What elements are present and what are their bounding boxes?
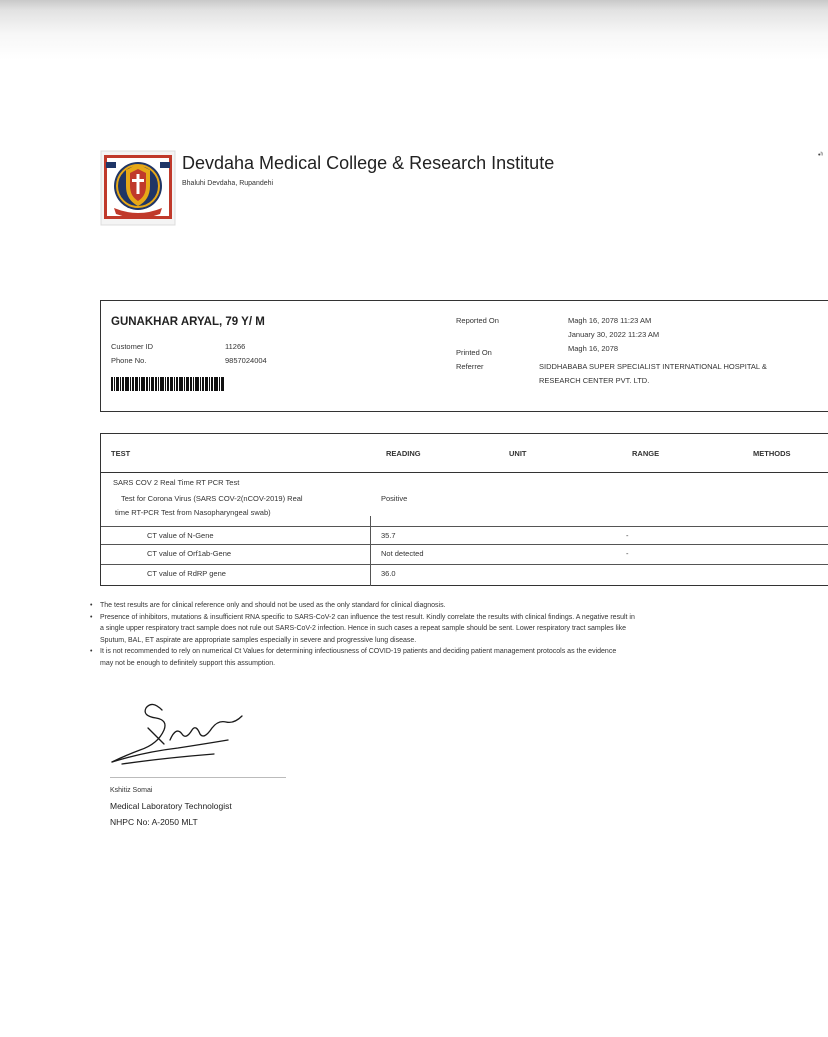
signature-line [110, 777, 286, 778]
clinical-notes [90, 600, 828, 669]
reported-on-bs: Magh 16, 2078 11:23 AM [568, 316, 652, 325]
note-line: The test results are for clinical reference only and should not be used as the only standard for clinical diagnosis. [100, 602, 446, 609]
note-item [90, 612, 828, 647]
row-divider [101, 526, 828, 527]
signatory-title: Medical Laboratory Technologist [110, 801, 232, 811]
college-crest-icon [100, 150, 176, 226]
barcode [111, 377, 225, 391]
note-item [90, 646, 828, 669]
reported-on-label: Reported On [456, 316, 499, 325]
note-line: Sputum, BAL, ET aspirate are appropriate samples especially in severe and progressive lung disease. [100, 636, 417, 644]
results-table [100, 433, 828, 586]
referrer-label: Referrer [456, 362, 484, 371]
viewer-top-shadow [0, 0, 828, 60]
customer-id-label: Customer ID [111, 342, 154, 351]
signatory-name: Kshitiz Somai [110, 787, 153, 794]
institution-address: Bhaluhi Devdaha, Rupandehi [182, 180, 274, 187]
note-line: Presence of inhibitors, mutations & insufficient RNA specific to SARS-CoV-2 can influence the test result. Kindly correlate the results with clinical findings. A negative result in [100, 613, 635, 621]
table-row-test: CT value of Orf1ab-Gene [147, 549, 232, 558]
column-header-methods: METHODS [753, 449, 791, 458]
note-line: It is not recommended to rely on numerical Ct Values for determining infectiousness of COVID-19 patients and deciding patient management protocols as the evidence [100, 648, 617, 655]
column-header-test: TEST [111, 449, 131, 458]
note-line: may not be enough to definitely support this assumption. [100, 659, 276, 667]
note-line: a single upper respiratory tract sample does not rule out SARS-CoV-2 infection. Hence in such cases a repeat sample should be sent. Lower respiratory tract samples like [100, 625, 627, 632]
table-row-range: - [626, 531, 629, 540]
table-row-range: - [626, 549, 629, 558]
bullet-icon: • [90, 602, 93, 609]
table-row-test: CT value of RdRP gene [147, 569, 226, 578]
main-test-name-line-2: time RT-PCR Test from Nasopharyngeal swab) [115, 508, 271, 517]
referrer-line-2: RESEARCH CENTER PVT. LTD. [539, 376, 650, 385]
referrer-line-1: SIDDHABABA SUPER SPECIALIST INTERNATIONAL HOSPITAL & [539, 362, 767, 371]
test-group-title: SARS COV 2 Real Time RT PCR Test [113, 478, 240, 487]
header-divider [101, 472, 828, 473]
table-row-test: CT value of N-Gene [147, 531, 214, 540]
bullet-icon: • [90, 613, 93, 621]
note-item [90, 600, 828, 612]
main-test-name-line-1: Test for Corona Virus (SARS COV-2(nCOV-2019) Real [121, 494, 303, 503]
institution-name: Devdaha Medical College & Research Institute [182, 153, 555, 173]
page-corner-mark: •ʰ [818, 152, 824, 159]
column-divider [370, 516, 371, 586]
patient-name: GUNAKHAR ARYAL, 79 Y/ M [111, 316, 265, 328]
customer-id-value: 11266 [225, 342, 246, 351]
printed-on-value: Magh 16, 2078 [568, 344, 619, 353]
bullet-icon: • [90, 648, 93, 655]
main-test-reading: Positive [381, 494, 408, 503]
table-row-reading: 36.0 [381, 569, 396, 578]
column-header-reading: READING [386, 449, 421, 458]
patient-info-box [100, 300, 828, 412]
row-divider [101, 564, 828, 565]
column-header-unit: UNIT [509, 449, 527, 458]
table-row-reading: 35.7 [381, 531, 396, 540]
phone-label: Phone No. [111, 356, 147, 365]
signatory-registration: NHPC No: A-2050 MLT [110, 817, 198, 827]
phone-value: 9857024004 [225, 356, 267, 365]
reported-on-ad: January 30, 2022 11:23 AM [568, 330, 660, 339]
table-row-reading: Not detected [381, 549, 424, 558]
column-header-range: RANGE [632, 449, 660, 458]
signature-image [104, 690, 254, 770]
printed-on-label: Printed On [456, 348, 492, 357]
row-divider [101, 544, 828, 545]
